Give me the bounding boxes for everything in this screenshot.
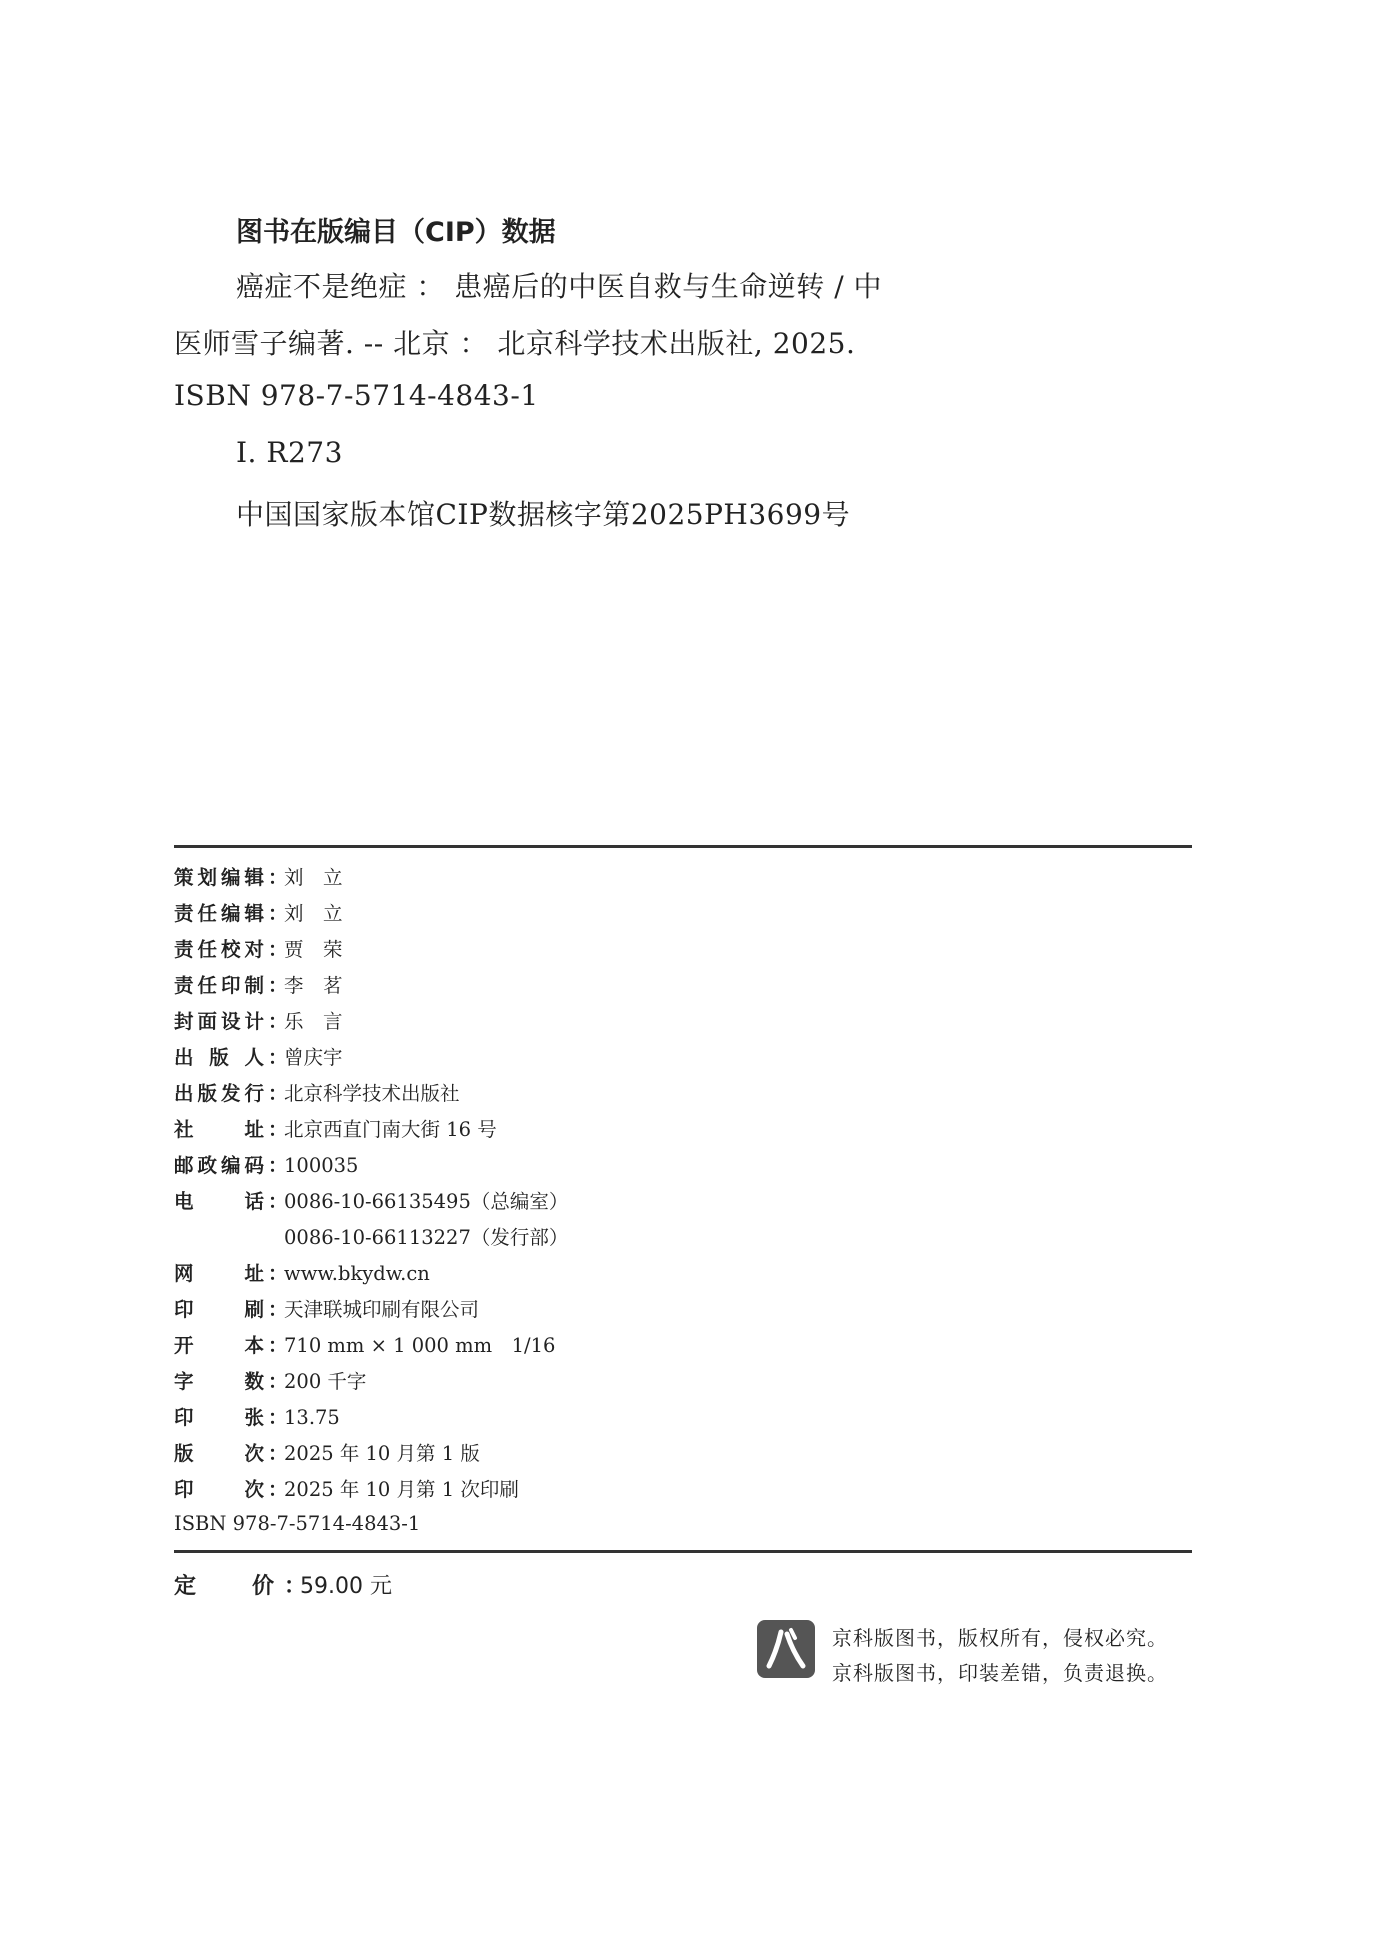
notice-replacement: 京科版图书，印装差错，负责退换。 (832, 1661, 1168, 1685)
credit-label-char: 策 (174, 866, 194, 889)
credit-label-char: 任 (197, 938, 217, 961)
price-label-char: 定 (174, 1574, 197, 1599)
cip-line-2: 医师雪子编著. -- 北京 ： 北京科学技术出版社, 2025. (174, 327, 856, 360)
credit-colon: ： (268, 1082, 288, 1105)
credit-value: 0086-10-66135495（总编室） (284, 1190, 569, 1213)
isbn-line: ISBN 978-7-5714-4843-1 (174, 1512, 421, 1535)
credit-label (174, 1187, 264, 1217)
credit-label (174, 1439, 264, 1469)
credit-value: 曾庆宇 (284, 1046, 343, 1069)
credit-colon: ： (268, 1190, 288, 1213)
credit-label-char: 校 (220, 938, 241, 961)
price-colon: ： (284, 1574, 307, 1599)
credit-value: 2025 年 10 月第 1 版 (284, 1442, 480, 1465)
credit-label-char: 发 (220, 1082, 241, 1105)
credit-label-char: 印 (220, 974, 241, 997)
credit-label (174, 935, 264, 965)
publisher-logo-icon (757, 1620, 815, 1678)
price-label (174, 1570, 274, 1604)
credit-colon: ： (268, 866, 288, 889)
credit-colon: ： (268, 1046, 288, 1069)
credit-value: 710 mm × 1 000 mm 1/16 (284, 1334, 556, 1357)
credit-value: 天津联城印刷有限公司 (284, 1298, 480, 1321)
credit-label-char: 话 (244, 1190, 264, 1213)
credit-label-char: 出 (174, 1082, 194, 1105)
credit-value: www.bkydw.cn (284, 1262, 430, 1285)
credit-label (174, 1007, 264, 1037)
credit-colon: ： (268, 1262, 288, 1285)
cip-line-5: 中国国家版本馆CIP数据核字第2025PH3699号 (236, 498, 851, 531)
bottom-divider (174, 1550, 1192, 1553)
top-divider (174, 845, 1192, 848)
cip-title: 图书在版编目（CIP）数据 (236, 217, 556, 248)
credit-label-char: 制 (244, 974, 264, 997)
credit-label-char: 张 (244, 1406, 264, 1429)
credit-label-char: 印 (174, 1298, 194, 1321)
credit-label-char: 编 (220, 866, 241, 889)
credit-value: 北京西直门南大街 16 号 (284, 1118, 497, 1141)
credit-label (174, 1367, 264, 1397)
price-row (174, 1570, 574, 1604)
credit-value: 100035 (284, 1154, 359, 1177)
credit-label-char: 计 (244, 1010, 264, 1033)
credit-colon: ： (268, 1442, 288, 1465)
credit-value: 乐 言 (284, 1010, 343, 1033)
credit-label-char: 印 (174, 1406, 194, 1429)
credit-value: 刘 立 (284, 902, 343, 925)
credit-value: 13.75 (284, 1406, 340, 1429)
credit-label-char: 数 (244, 1370, 264, 1393)
credit-label-char: 电 (174, 1190, 194, 1213)
credit-label-char: 码 (244, 1154, 264, 1177)
credit-label-char: 出 (174, 1046, 194, 1069)
credit-label-char: 址 (244, 1262, 264, 1285)
credit-label-char: 址 (244, 1118, 264, 1141)
credit-label-char: 编 (220, 1154, 241, 1177)
credit-label-char: 面 (197, 1010, 217, 1033)
credit-label-char: 编 (220, 902, 241, 925)
credit-label-char: 行 (244, 1082, 264, 1105)
credit-label-char: 责 (174, 902, 194, 925)
credit-colon: ： (268, 1010, 288, 1033)
credit-label-char: 封 (174, 1010, 194, 1033)
credit-colon: ： (268, 974, 288, 997)
credit-label-char: 版 (174, 1442, 194, 1465)
credit-value: 2025 年 10 月第 1 次印刷 (284, 1478, 519, 1501)
credit-label-char: 版 (197, 1082, 217, 1105)
credit-label-char: 次 (244, 1442, 264, 1465)
credit-label-char: 本 (244, 1334, 264, 1357)
price-label-char: 价 (251, 1574, 274, 1599)
credit-label (174, 1043, 264, 1073)
credit-value: 北京科学技术出版社 (284, 1082, 460, 1105)
credit-value: 200 千字 (284, 1370, 367, 1393)
credit-label-char: 次 (244, 1478, 264, 1501)
credit-colon: ： (268, 938, 288, 961)
credit-label-char: 邮 (174, 1154, 194, 1177)
credit-label-char: 辑 (244, 866, 264, 889)
credit-label-char: 网 (174, 1262, 194, 1285)
cip-line-1: 癌症不是绝症 ： 患癌后的中医自救与生命逆转 / 中 (236, 270, 883, 303)
credit-label-char: 设 (220, 1010, 241, 1033)
credit-label-char: 责 (174, 938, 194, 961)
credit-label (174, 1403, 264, 1433)
credit-label (174, 863, 264, 893)
credit-label-char: 印 (174, 1478, 194, 1501)
credit-label-char: 任 (197, 902, 217, 925)
credit-colon: ： (268, 1370, 288, 1393)
credit-label (174, 971, 264, 1001)
credit-label (174, 1079, 264, 1109)
credit-label-char: 辑 (244, 902, 264, 925)
credit-label (174, 1331, 264, 1361)
credit-colon: ： (268, 1118, 288, 1141)
credit-value: 贾 荣 (284, 938, 343, 961)
credit-label (174, 1259, 264, 1289)
credit-label (174, 1115, 264, 1145)
credit-label (174, 1475, 264, 1505)
credit-label-char: 版 (209, 1046, 229, 1069)
credit-value: 李 茗 (284, 974, 343, 997)
cip-line-3: ISBN 978-7-5714-4843-1 (174, 379, 539, 412)
credit-label-char: 划 (197, 866, 217, 889)
credit-label-char: 刷 (244, 1298, 264, 1321)
credit-label-char: 政 (197, 1154, 217, 1177)
credit-colon: ： (268, 902, 288, 925)
credit-label-char: 任 (197, 974, 217, 997)
notice-copyright: 京科版图书，版权所有，侵权必究。 (832, 1626, 1168, 1650)
credit-colon: ： (268, 1154, 288, 1177)
credit-colon: ： (268, 1298, 288, 1321)
credit-label-char: 开 (174, 1334, 194, 1357)
credit-label (174, 899, 264, 929)
credit-value: 刘 立 (284, 866, 343, 889)
credit-label-char: 对 (244, 938, 264, 961)
credit-value: 0086-10-66113227（发行部） (284, 1226, 569, 1249)
cip-line-4: Ⅰ. R273 (236, 436, 343, 469)
credit-label-char: 人 (244, 1046, 264, 1069)
price-value: 59.00 元 (300, 1574, 392, 1599)
credit-label-char: 字 (174, 1370, 194, 1393)
credit-colon: ： (268, 1334, 288, 1357)
credit-label (174, 1151, 264, 1181)
credit-colon: ： (268, 1406, 288, 1429)
credit-colon: ： (268, 1478, 288, 1501)
credit-label (174, 1295, 264, 1325)
credit-label-char: 责 (174, 974, 194, 997)
credit-label-char: 社 (174, 1118, 194, 1141)
